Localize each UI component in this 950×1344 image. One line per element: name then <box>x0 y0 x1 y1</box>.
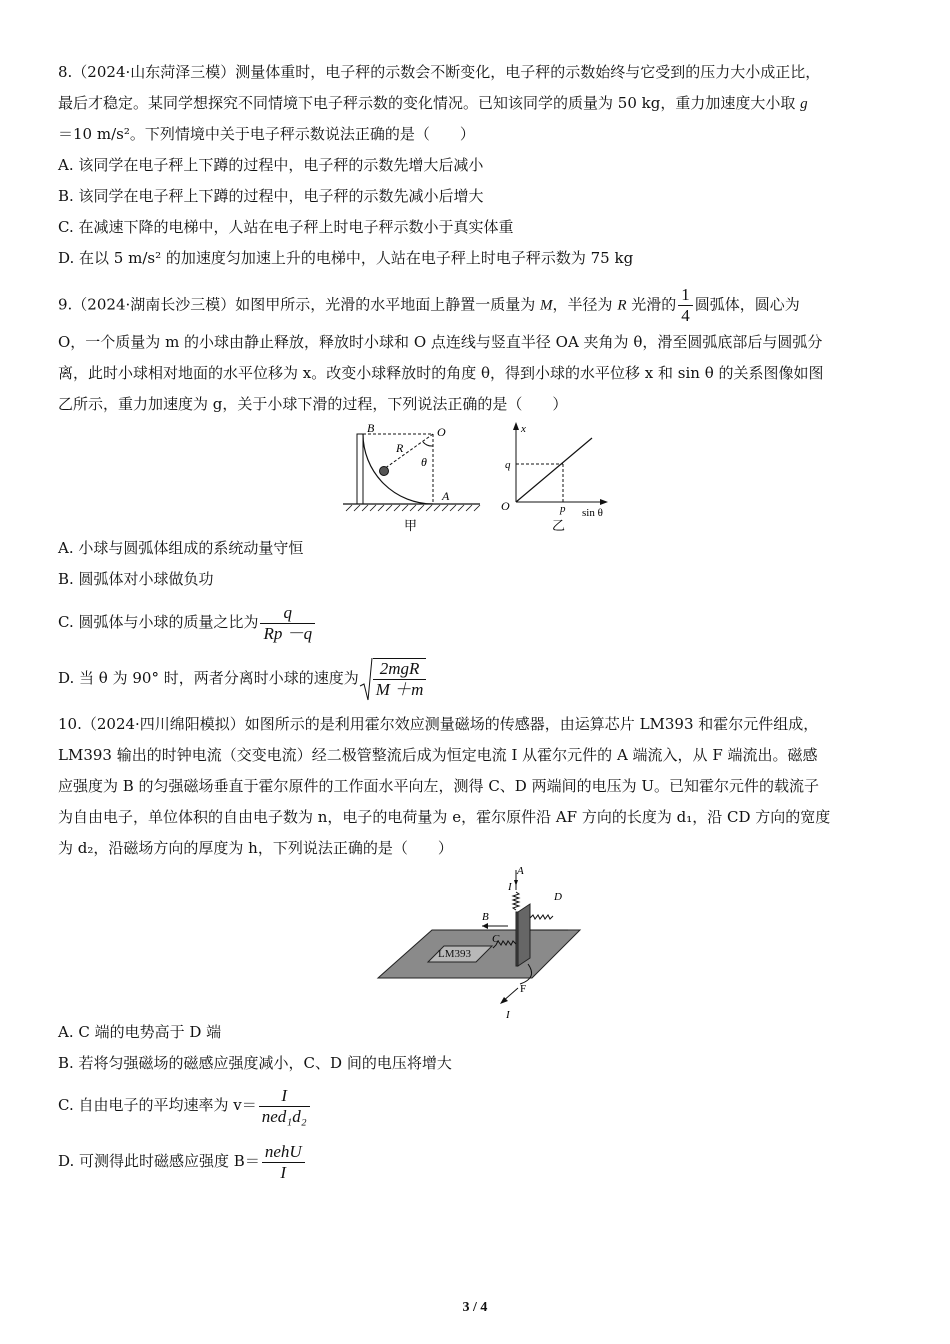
q10-stem-line2: LM393 输出的时钟电流（交变电流）经二极管整流后成为恒定电流 I 从霍尔元件的 A 端流入，从 F 端流出。磁感 <box>58 746 818 764</box>
q9-stem-text-a: 9.（2024·湖南长沙三模）如图甲所示，光滑的水平地面上静置一质量为 <box>58 295 541 314</box>
q8-option-a: A. 该同学在电子秤上下蹲的过程中，电子秤的示数先增大后减小 <box>58 156 484 174</box>
q9-stem-line2: O，一个质量为 m 的小球由静止释放，释放时小球和 O 点连线与竖直半径 OA 夹角为 θ，滑至圆弧底部后与圆弧分 <box>58 333 823 351</box>
fraction-numerator: 1 <box>678 285 693 306</box>
q9-speed-fraction <box>373 658 427 700</box>
q10-option-b: B. 若将匀强磁场的磁感应强度减小，C、D 间的电压将增大 <box>58 1054 452 1072</box>
spring-d-icon <box>530 915 553 919</box>
fraction-numerator: q <box>260 603 315 624</box>
q10-option-d-text: D. 可测得此时磁感应强度 B＝ <box>58 1152 260 1170</box>
q10-option-c-text: C. 自由电子的平均速率为 v＝ <box>58 1096 257 1114</box>
q9-stem-text-d: 圆弧体，圆心为 <box>694 295 800 314</box>
q8-stem-line2-text: 最后才稳定。某同学想探究不同情境下电子秤示数的变化情况。已知该同学的质量为 50 kg，重力加速度大小取 <box>58 94 801 112</box>
q9-option-d-text: D. 当 θ 为 90° 时，两者分离时小球的速度为 <box>58 669 359 687</box>
label-i-bottom: I <box>506 1009 510 1020</box>
theta-arc <box>423 442 433 446</box>
caption-jia: 甲 <box>404 518 418 533</box>
q9-mass-symbol: M <box>540 297 553 314</box>
fraction-numerator: I <box>259 1086 310 1107</box>
tick-label-p: p <box>560 503 566 515</box>
label-theta: θ <box>421 455 427 469</box>
fraction-denominator: I <box>280 1162 287 1182</box>
fraction-denominator: Rp －q <box>263 623 313 643</box>
caption-yi: 乙 <box>552 518 566 533</box>
q9-quarter-fraction <box>678 285 693 326</box>
q9-option-c-text: C. 圆弧体与小球的质量之比为 <box>58 613 259 631</box>
axis-label-sin: sin θ <box>582 507 603 519</box>
chip-label: LM393 <box>438 948 471 960</box>
y-axis-arrow <box>513 422 519 430</box>
q10-stem-line5: 为 d₂，沿磁场方向的厚度为 h，下列说法正确的是（ ） <box>58 839 453 857</box>
label-d: D <box>554 891 562 903</box>
hall-element-front <box>516 912 518 966</box>
label-o: O <box>437 425 446 439</box>
small-ball <box>380 467 389 476</box>
q10-speed-fraction <box>259 1086 310 1127</box>
q9-stem-line1 <box>58 285 800 326</box>
label-b: B <box>367 421 375 435</box>
q9-figure-jia <box>338 420 488 535</box>
q9-stem-line4: 乙所示，重力加速度为 g，关于小球下滑的过程，下列说法正确的是（ ） <box>58 395 568 413</box>
q9-option-b: B. 圆弧体对小球做负功 <box>58 570 214 588</box>
label-c: C <box>492 933 500 945</box>
label-r: R <box>396 441 404 455</box>
label-b: B <box>482 911 489 923</box>
q10-field-fraction <box>262 1142 305 1183</box>
q9-figure-yi <box>496 420 626 535</box>
x-vs-sin-line <box>516 438 592 502</box>
hall-element-side <box>518 904 530 966</box>
axis-label-x: x <box>521 423 526 435</box>
q10-stem-line1: 10.（2024·四川绵阳模拟）如图所示的是利用霍尔效应测量磁场的传感器，由运算芯片 LM393 和霍尔元件组成， <box>58 715 819 733</box>
q9-stem-text-b: ，半径为 <box>552 295 618 314</box>
q8-stem-line3: ＝10 m/s²。下列情境中关于电子秤示数说法正确的是（ ） <box>58 125 475 143</box>
label-f: F <box>520 983 527 995</box>
q9-stem-text-c: 光滑的 <box>626 295 677 314</box>
fraction-numerator: nehU <box>262 1142 305 1163</box>
tick-label-q: q <box>505 459 511 471</box>
label-a: A <box>442 489 450 503</box>
spring-a-icon <box>513 892 519 910</box>
label-a: A <box>517 865 524 877</box>
q8-stem-line2 <box>58 93 808 114</box>
q9-stem-line3: 离，此时小球相对地面的水平位移为 x。改变小球释放时的角度 θ，得到小球的水平位移 x 和 sin θ 的关系图像如图 <box>58 364 824 382</box>
label-i-top: I <box>508 881 512 893</box>
q8-option-b: B. 该同学在电子秤上下蹲的过程中，电子秤的示数先减小后增大 <box>58 187 484 205</box>
q9-radius-symbol: R <box>617 297 627 314</box>
q10-stem-line3: 应强度为 B 的匀强磁场垂直于霍尔原件的工作面水平向左，测得 C、D 两端间的电压为 U。已知霍尔元件的载流子 <box>58 777 820 795</box>
q8-g-symbol: g <box>800 96 808 112</box>
arc-block-wall <box>357 434 363 504</box>
x-axis-arrow <box>600 499 608 505</box>
b-field-arrowhead <box>482 923 488 929</box>
fraction-numerator: 2mgR <box>373 659 427 680</box>
q10-option-c <box>58 1082 312 1128</box>
q10-hall-sensor-figure <box>370 860 590 1020</box>
q10-option-a: A. C 端的电势高于 D 端 <box>58 1023 222 1041</box>
fraction-denominator: ned₁d₂ <box>261 1106 307 1126</box>
sqrt-sign-icon <box>359 656 373 702</box>
q9-option-c <box>58 600 317 644</box>
q9-option-a: A. 小球与圆弧体组成的系统动量守恒 <box>58 539 304 557</box>
q10-stem-line4: 为自由电子，单位体积的自由电子数为 n，电子的电荷量为 e，霍尔原件沿 AF 方向的长度为 d₁，沿 CD 方向的宽度 <box>58 808 831 826</box>
current-in-arrow <box>514 880 518 886</box>
fraction-denominator: 4 <box>681 306 690 325</box>
q8-option-d: D. 在以 5 m/s² 的加速度匀加速上升的电梯中，人站在电子秤上时电子秤示数为 75 kg <box>58 249 634 267</box>
q9-option-d <box>58 655 428 702</box>
ground-hatching <box>346 505 480 511</box>
origin-label: O <box>501 499 510 513</box>
q8-option-c: C. 在减速下降的电梯中，人站在电子秤上时电子秤示数小于真实体重 <box>58 218 514 236</box>
q10-option-d <box>58 1138 307 1184</box>
q8-stem-line1: 8.（2024·山东菏泽三模）测量体重时，电子秤的示数会不断变化，电子秤的示数始终与它受到的压力大小成正比， <box>58 63 821 81</box>
q9-mass-ratio-fraction <box>260 603 315 644</box>
page-number: 3 / 4 <box>462 1300 488 1315</box>
fraction-denominator: M ＋m <box>375 680 424 699</box>
